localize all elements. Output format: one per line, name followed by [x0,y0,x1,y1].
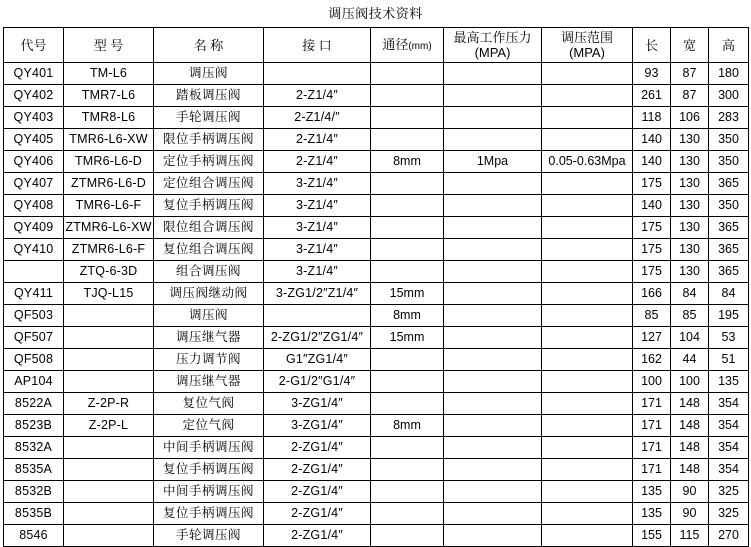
cell-diameter: 8mm [371,151,444,173]
cell-height: 354 [709,393,749,415]
cell-length: 171 [633,393,671,415]
cell-name: 复位手柄调压阀 [154,459,264,481]
cell-pressure-range [542,261,633,283]
cell-name: 调压继气器 [154,371,264,393]
table-row [4,195,749,217]
cell-name: 调压阀 [154,305,264,327]
cell-interface: 3-Z1/4″ [264,173,371,195]
cell-name: 复位手柄调压阀 [154,503,264,525]
cell-diameter: 15mm [371,327,444,349]
cell-name: 限位手柄调压阀 [154,129,264,151]
col-header-range-label: 调压范围 [560,30,613,45]
cell-code: QY410 [4,239,64,261]
cell-name: 定位组合调压阀 [154,173,264,195]
cell-width: 90 [671,481,709,503]
cell-pressure-range [542,283,633,305]
cell-interface: 3-ZG1/2″Z1/4″ [264,283,371,305]
cell-diameter [371,393,444,415]
cell-length: 175 [633,217,671,239]
col-header-interface-label: 接 口 [302,37,332,53]
cell-model [64,327,154,349]
cell-width: 148 [671,437,709,459]
table-body [4,63,749,547]
cell-height: 283 [709,107,749,129]
cell-model: ZTMR6-L6-D [64,173,154,195]
table-row [4,239,749,261]
cell-max-pressure [444,261,542,283]
table-row [4,415,749,437]
cell-height: 354 [709,459,749,481]
cell-name: 复位手柄调压阀 [154,195,264,217]
cell-max-pressure [444,327,542,349]
cell-pressure-range [542,393,633,415]
col-header-interface [264,28,371,63]
cell-interface: 2-G1/2″G1/4″ [264,371,371,393]
cell-model [64,503,154,525]
col-header-length [633,28,671,63]
cell-length: 140 [633,129,671,151]
cell-width: 148 [671,415,709,437]
cell-length: 171 [633,415,671,437]
cell-code: QY403 [4,107,64,129]
cell-interface: 3-Z1/4″ [264,217,371,239]
cell-interface: 2-ZG1/4″ [264,459,371,481]
cell-interface: 2-ZG1/2″ZG1/4″ [264,327,371,349]
cell-length: 118 [633,107,671,129]
cell-max-pressure [444,459,542,481]
col-header-range-unit: (MPA) [569,45,605,60]
cell-code: 8535B [4,503,64,525]
cell-code: QY406 [4,151,64,173]
cell-interface: 2-ZG1/4″ [264,437,371,459]
table-row [4,129,749,151]
table-row [4,393,749,415]
cell-height: 365 [709,239,749,261]
cell-code: QY405 [4,129,64,151]
cell-diameter [371,503,444,525]
cell-code: 8532A [4,437,64,459]
cell-pressure-range [542,63,633,85]
table-row [4,503,749,525]
cell-length: 85 [633,305,671,327]
cell-name: 手轮调压阀 [154,107,264,129]
cell-code: 8546 [4,525,64,547]
cell-name: 压力调节阀 [154,349,264,371]
cell-model: Z-2P-L [64,415,154,437]
cell-length: 171 [633,437,671,459]
cell-width: 148 [671,459,709,481]
table-row [4,305,749,327]
cell-height: 354 [709,415,749,437]
cell-pressure-range: 0.05-0.63Mpa [542,151,633,173]
cell-max-pressure [444,525,542,547]
cell-name: 手轮调压阀 [154,525,264,547]
cell-width: 44 [671,349,709,371]
col-header-code-label: 代号 [20,37,47,53]
cell-name: 调压阀继动阀 [154,283,264,305]
cell-height: 270 [709,525,749,547]
cell-code: 8535A [4,459,64,481]
cell-code [4,261,64,283]
table-row [4,459,749,481]
cell-length: 127 [633,327,671,349]
cell-diameter: 8mm [371,305,444,327]
cell-length: 140 [633,195,671,217]
col-header-maxpressure [444,28,542,63]
cell-interface: 3-ZG1/4″ [264,415,371,437]
cell-diameter [371,173,444,195]
cell-name: 复位气阀 [154,393,264,415]
cell-model [64,349,154,371]
cell-diameter [371,63,444,85]
col-header-maxpressure-unit: (MPA) [474,45,511,60]
cell-height: 53 [709,327,749,349]
cell-max-pressure [444,85,542,107]
cell-diameter [371,85,444,107]
spec-table [3,27,749,547]
cell-length: 261 [633,85,671,107]
cell-interface [264,305,371,327]
cell-width: 100 [671,371,709,393]
cell-name: 复位组合调压阀 [154,239,264,261]
table-row [4,173,749,195]
cell-length: 171 [633,459,671,481]
cell-code: QF507 [4,327,64,349]
cell-model [64,437,154,459]
table-row [4,437,749,459]
col-header-model [64,28,154,63]
cell-code: QY402 [4,85,64,107]
cell-interface: G1″ZG1/4″ [264,349,371,371]
cell-length: 166 [633,283,671,305]
cell-height: 350 [709,129,749,151]
cell-pressure-range [542,107,633,129]
table-row [4,261,749,283]
cell-width: 104 [671,327,709,349]
cell-pressure-range [542,85,633,107]
cell-height: 354 [709,437,749,459]
table-row [4,85,749,107]
cell-model [64,305,154,327]
cell-length: 175 [633,173,671,195]
cell-model: TM-L6 [64,63,154,85]
cell-pressure-range [542,195,633,217]
col-header-name [154,28,264,63]
cell-code: QY409 [4,217,64,239]
cell-height: 365 [709,173,749,195]
cell-interface [264,63,371,85]
cell-name: 中间手柄调压阀 [154,481,264,503]
cell-interface: 2-Z1/4/″ [264,107,371,129]
col-header-model-label: 型 号 [93,37,124,53]
table-row [4,525,749,547]
cell-model [64,371,154,393]
cell-max-pressure [444,173,542,195]
cell-model [64,525,154,547]
cell-diameter [371,459,444,481]
cell-diameter [371,261,444,283]
cell-max-pressure [444,283,542,305]
cell-code: 8532B [4,481,64,503]
cell-diameter [371,217,444,239]
cell-name: 定位气阀 [154,415,264,437]
cell-height: 300 [709,85,749,107]
cell-diameter [371,129,444,151]
cell-pressure-range [542,173,633,195]
cell-max-pressure [444,305,542,327]
cell-length: 162 [633,349,671,371]
cell-max-pressure [444,239,542,261]
cell-diameter [371,107,444,129]
col-header-height [709,28,749,63]
cell-max-pressure [444,63,542,85]
cell-name: 调压阀 [154,63,264,85]
table-row [4,481,749,503]
table-row [4,283,749,305]
cell-interface: 2-Z1/4″ [264,151,371,173]
cell-height: 325 [709,481,749,503]
cell-pressure-range [542,239,633,261]
cell-width: 84 [671,283,709,305]
table-row [4,63,749,85]
cell-model: ZTMR6-L6-XW [64,217,154,239]
cell-length: 175 [633,261,671,283]
cell-max-pressure [444,195,542,217]
col-header-diameter [371,28,444,63]
cell-pressure-range [542,305,633,327]
cell-model: ZTMR6-L6-F [64,239,154,261]
cell-max-pressure [444,437,542,459]
cell-interface: 2-ZG1/4″ [264,525,371,547]
cell-model: TMR8-L6 [64,107,154,129]
cell-width: 130 [671,129,709,151]
cell-model: TMR7-L6 [64,85,154,107]
cell-height: 350 [709,151,749,173]
table-row [4,349,749,371]
cell-width: 130 [671,195,709,217]
cell-code: QF503 [4,305,64,327]
cell-max-pressure [444,503,542,525]
cell-diameter [371,525,444,547]
cell-name: 调压继气器 [154,327,264,349]
cell-interface: 3-Z1/4″ [264,195,371,217]
cell-length: 135 [633,503,671,525]
cell-max-pressure [444,371,542,393]
cell-code: AP104 [4,371,64,393]
cell-width: 130 [671,239,709,261]
cell-pressure-range [542,371,633,393]
cell-model [64,481,154,503]
cell-width: 85 [671,305,709,327]
cell-length: 175 [633,239,671,261]
table-row [4,371,749,393]
table-row [4,107,749,129]
cell-model: TMR6-L6-F [64,195,154,217]
cell-max-pressure [444,415,542,437]
cell-model [64,459,154,481]
cell-name: 组合调压阀 [154,261,264,283]
cell-code: 8522A [4,393,64,415]
cell-pressure-range [542,459,633,481]
cell-max-pressure [444,481,542,503]
cell-name: 中间手柄调压阀 [154,437,264,459]
cell-width: 90 [671,503,709,525]
cell-width: 87 [671,63,709,85]
cell-height: 365 [709,217,749,239]
cell-max-pressure [444,349,542,371]
col-header-range [542,28,633,63]
cell-max-pressure [444,393,542,415]
cell-model: TJQ-L15 [64,283,154,305]
cell-width: 148 [671,393,709,415]
cell-width: 106 [671,107,709,129]
cell-name: 定位手柄调压阀 [154,151,264,173]
cell-diameter [371,481,444,503]
cell-pressure-range [542,437,633,459]
cell-interface: 2-Z1/4″ [264,129,371,151]
cell-width: 130 [671,217,709,239]
table-row [4,327,749,349]
cell-diameter [371,239,444,261]
cell-interface: 2-ZG1/4″ [264,503,371,525]
cell-diameter [371,371,444,393]
cell-interface: 3-Z1/4″ [264,239,371,261]
col-header-diameter-unit: (mm) [408,40,432,52]
cell-length: 93 [633,63,671,85]
cell-length: 155 [633,525,671,547]
cell-max-pressure [444,107,542,129]
cell-max-pressure [444,217,542,239]
cell-pressure-range [542,525,633,547]
cell-interface: 2-Z1/4″ [264,85,371,107]
cell-length: 100 [633,371,671,393]
cell-code: QY407 [4,173,64,195]
cell-diameter [371,349,444,371]
cell-diameter: 8mm [371,415,444,437]
cell-pressure-range [542,349,633,371]
cell-model: Z-2P-R [64,393,154,415]
col-header-name-label: 名 称 [193,37,224,53]
cell-model: ZTQ-6-3D [64,261,154,283]
cell-height: 325 [709,503,749,525]
col-header-height-label: 高 [721,37,735,53]
cell-height: 84 [709,283,749,305]
col-header-code [4,28,64,63]
cell-code: 8523B [4,415,64,437]
cell-interface: 3-ZG1/4″ [264,393,371,415]
col-header-length-label: 长 [644,37,658,53]
cell-max-pressure: 1Mpa [444,151,542,173]
cell-pressure-range [542,129,633,151]
cell-interface: 3-Z1/4″ [264,261,371,283]
cell-diameter [371,195,444,217]
cell-height: 365 [709,261,749,283]
cell-name: 踏板调压阀 [154,85,264,107]
cell-code: QY411 [4,283,64,305]
cell-pressure-range [542,503,633,525]
cell-width: 87 [671,85,709,107]
cell-pressure-range [542,327,633,349]
col-header-maxpressure-label: 最高工作压力 [453,30,532,45]
cell-model: TMR6-L6-XW [64,129,154,151]
cell-height: 135 [709,371,749,393]
cell-height: 180 [709,63,749,85]
page-title: 调压阀技术资料 [328,6,423,21]
cell-code: QY408 [4,195,64,217]
cell-diameter: 15mm [371,283,444,305]
cell-name: 限位组合调压阀 [154,217,264,239]
cell-width: 115 [671,525,709,547]
cell-width: 130 [671,151,709,173]
col-header-diameter-label: 通径 [382,36,409,52]
cell-diameter [371,437,444,459]
table-row [4,217,749,239]
cell-height: 350 [709,195,749,217]
cell-pressure-range [542,481,633,503]
table-row [4,151,749,173]
cell-code: QF508 [4,349,64,371]
col-header-width [671,28,709,63]
cell-length: 140 [633,151,671,173]
col-header-width-label: 宽 [682,37,696,53]
cell-height: 195 [709,305,749,327]
cell-max-pressure [444,129,542,151]
cell-pressure-range [542,415,633,437]
cell-code: QY401 [4,63,64,85]
cell-height: 51 [709,349,749,371]
cell-width: 130 [671,261,709,283]
table-header-row [4,28,749,63]
cell-length: 135 [633,481,671,503]
cell-width: 130 [671,173,709,195]
cell-interface: 2-ZG1/4″ [264,481,371,503]
cell-model: TMR6-L6-D [64,151,154,173]
cell-pressure-range [542,217,633,239]
table-header [4,28,749,63]
